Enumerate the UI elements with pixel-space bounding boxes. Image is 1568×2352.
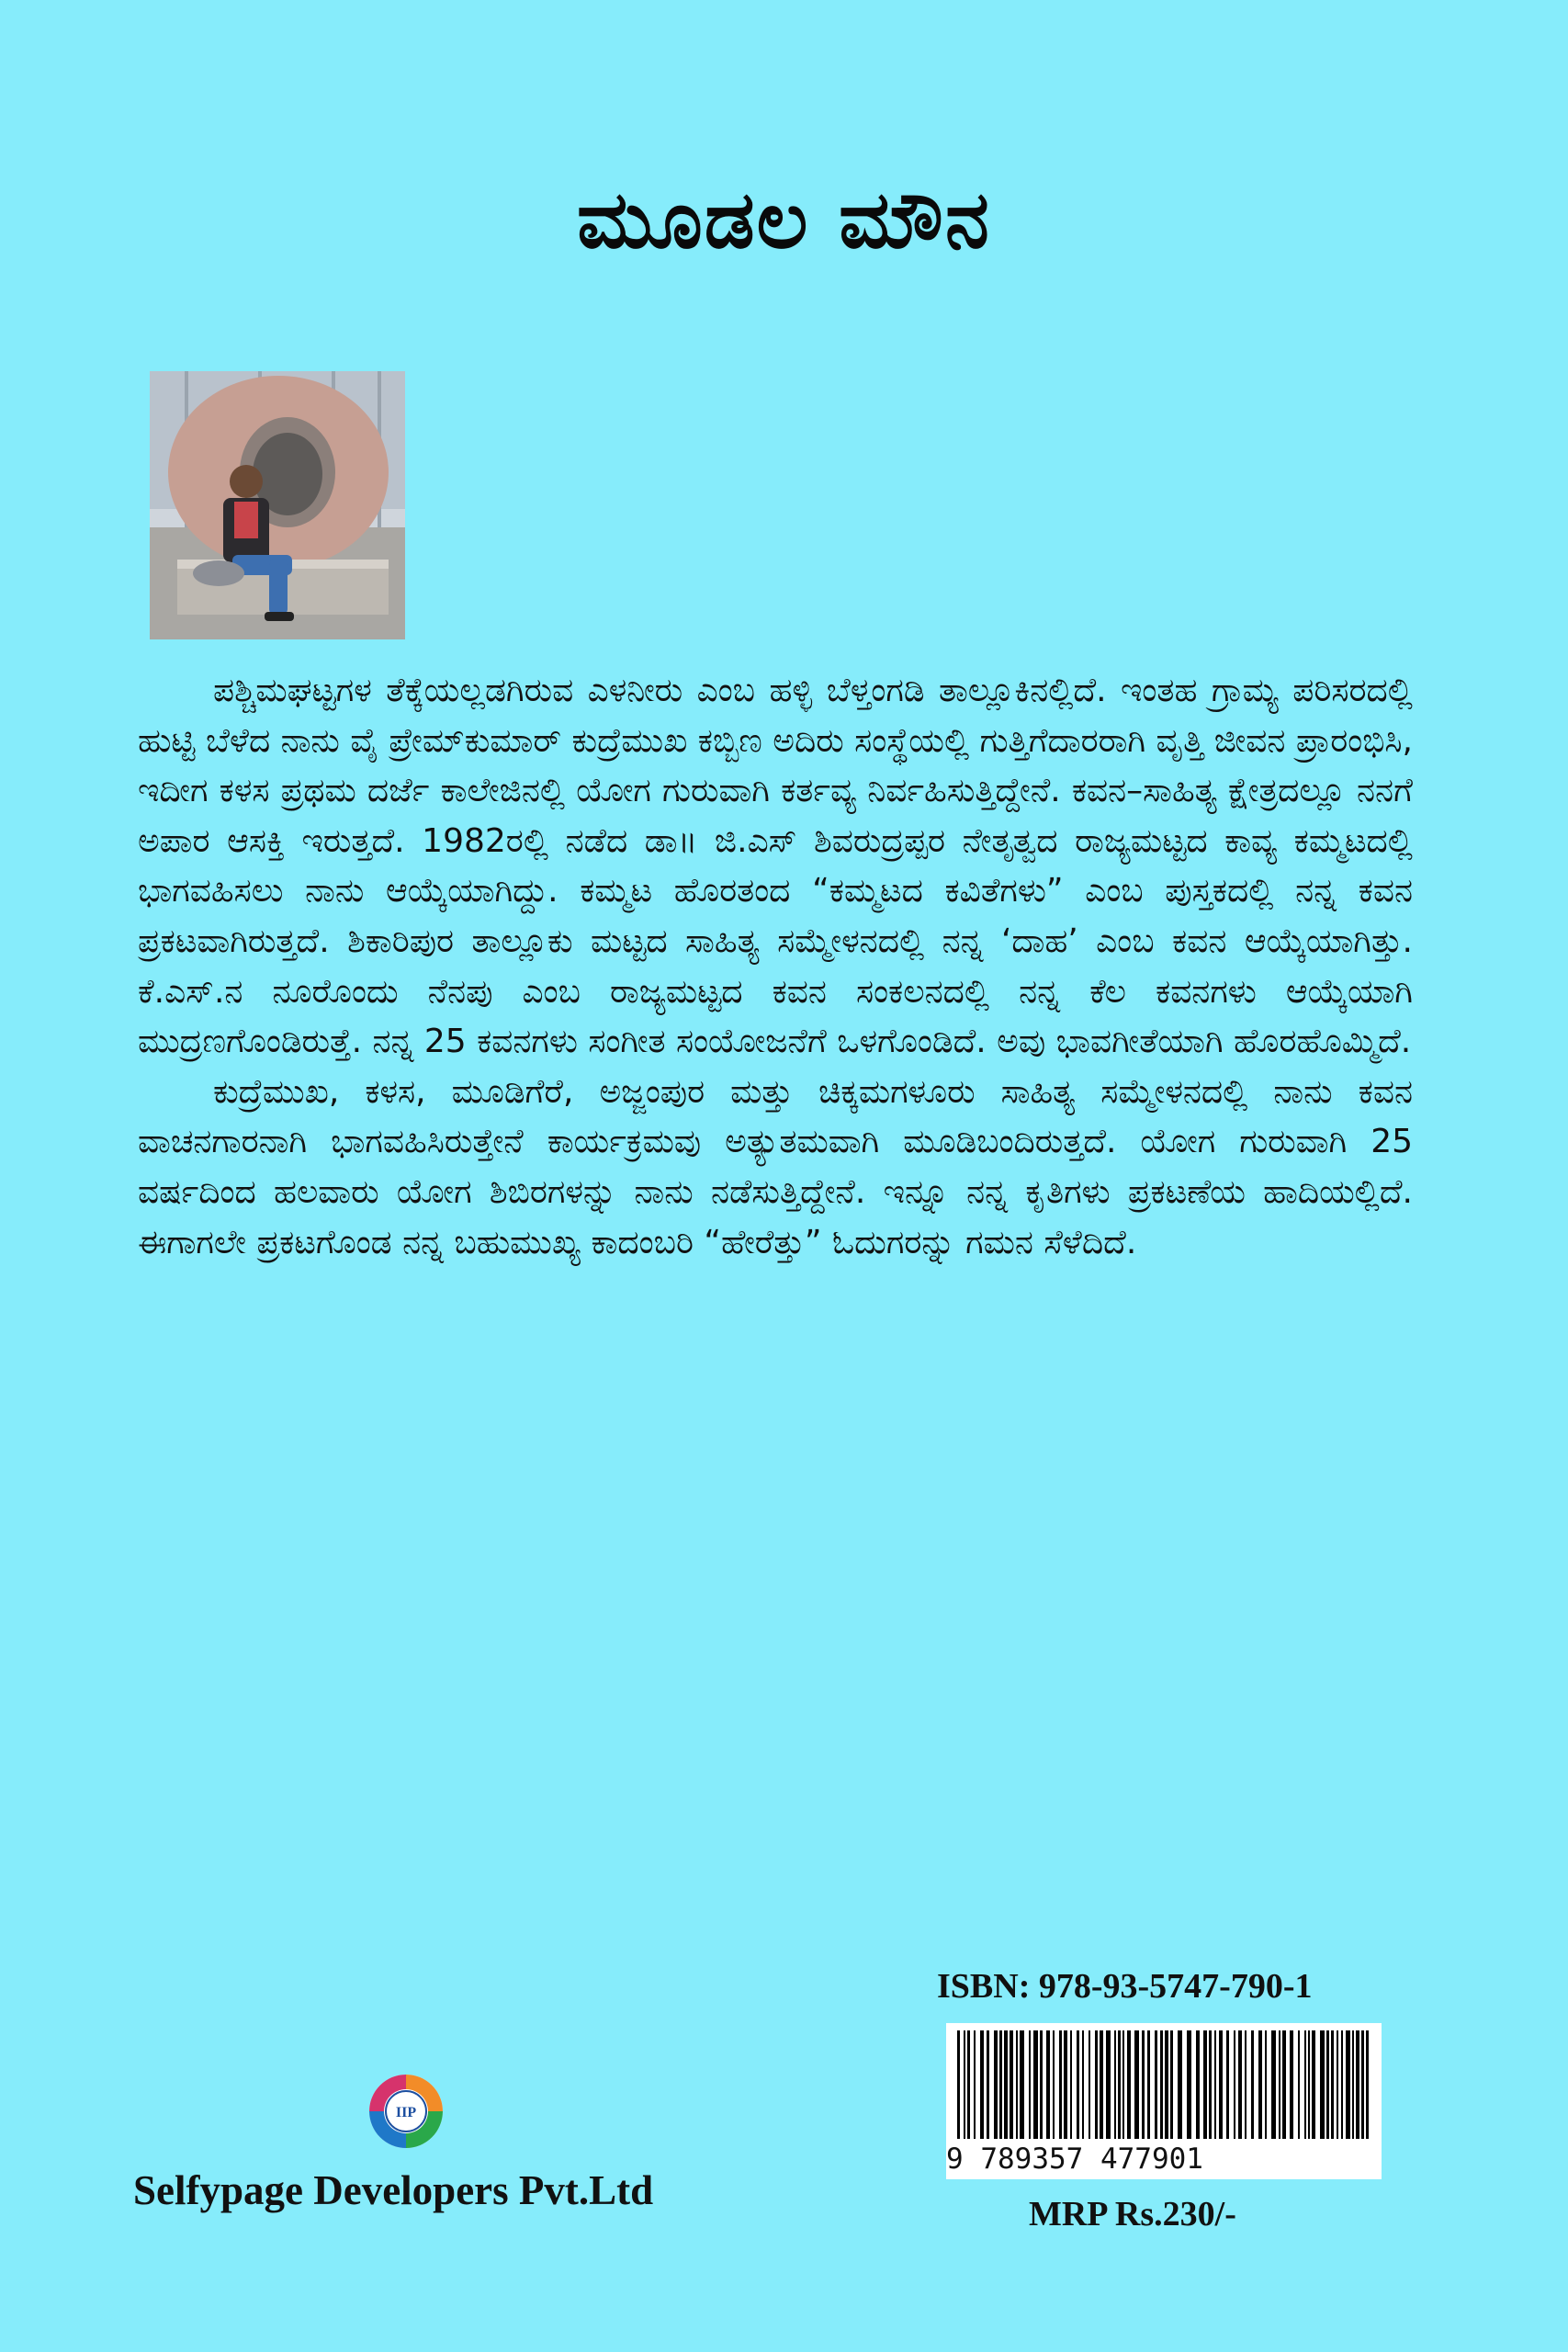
barcode-bar bbox=[1251, 2030, 1254, 2139]
barcode-bar bbox=[1352, 2030, 1354, 2139]
barcode-bar bbox=[1155, 2030, 1157, 2139]
publisher-name: Selfypage Developers Pvt.Ltd bbox=[133, 2167, 654, 2213]
bio-paragraph-2: ಕುದ್ರೆಮುಖ, ಕಳಸ, ಮೂಡಿಗೆರೆ, ಅಜ್ಜಂಪುರ ಮತ್ತು ಚಿಕ್ಕಮಗಳೂರು ಸಾಹಿತ್ಯ ಸಮ್ಮೇಳನದಲ್ಲಿ ನಾನು ಕವನ ವಾಚನಗಾರನಾಗಿ ಭಾಗವಹಿಸಿರುತ್ತೇನೆ ಕಾರ್ಯಕ್ರಮವು ಅತ್ಯುತಮವಾಗಿ ಮೂಡಿಬಂದಿರುತ್ತದೆ. ಯೋಗ ಗುರುವಾಗಿ 25 ವರ್ಷದಿಂದ ಹಲವಾರು ಯೋಗ ಶಿಬಿರಗಳನ್ನು ನಾನು ನಡೆಸುತ್ತಿದ್ದೇನೆ. ಇನ್ನೂ ನನ್ನ ಕೃತಿಗಳು ಪ್ರಕಟಣೆಯ ಹಾದಿಯಲ್ಲಿದೆ. ಈಗಾಗಲೇ ಪ್ರಕಟಗೊಂಡ ನನ್ನ ಬಹುಮುಖ್ಯ ಕಾದಂಬರಿ “ಹೇರೆತ್ತು” ಓದುಗರನ್ನು ಗಮನ ಸೆಳೆದಿದೆ. bbox=[138, 1072, 1413, 1261]
barcode-bar bbox=[1077, 2030, 1079, 2139]
barcode-bar bbox=[1070, 2030, 1072, 2139]
barcode-bar bbox=[1341, 2030, 1343, 2139]
barcode-bar bbox=[1064, 2030, 1067, 2139]
barcode-bar bbox=[1170, 2030, 1173, 2139]
barcode-bar bbox=[999, 2030, 1002, 2139]
barcode-bar bbox=[1178, 2030, 1182, 2139]
barcode-bar bbox=[1219, 2030, 1223, 2139]
barcode-bar bbox=[1040, 2030, 1043, 2139]
barcode-bar bbox=[1203, 2030, 1207, 2139]
barcode-bar bbox=[1118, 2030, 1121, 2139]
barcode-bar bbox=[1226, 2030, 1229, 2139]
barcode-bar bbox=[957, 2030, 960, 2139]
isbn-barcode bbox=[946, 2023, 1382, 2179]
barcode-bar bbox=[1346, 2030, 1350, 2139]
barcode-bar bbox=[1122, 2030, 1124, 2139]
barcode-bar bbox=[1095, 2030, 1098, 2139]
barcode-bar bbox=[1106, 2030, 1111, 2139]
barcode-bar bbox=[1326, 2030, 1329, 2139]
barcode-bar bbox=[1279, 2030, 1280, 2139]
barcode-bars-icon bbox=[946, 2023, 1382, 2143]
barcode-bar bbox=[1298, 2030, 1300, 2139]
barcode-bar bbox=[1165, 2030, 1168, 2139]
barcode-bar bbox=[1016, 2030, 1018, 2139]
isbn-label: ISBN: 978-93-5747-790-1 bbox=[937, 1967, 1313, 2006]
barcode-bar bbox=[1004, 2030, 1008, 2139]
barcode-bar bbox=[1010, 2030, 1013, 2139]
barcode-bar bbox=[1290, 2030, 1293, 2139]
barcode-bar bbox=[1114, 2030, 1116, 2139]
barcode-bar bbox=[1366, 2030, 1369, 2139]
barcode-bar bbox=[1320, 2030, 1325, 2139]
author-bio bbox=[138, 666, 1413, 1268]
barcode-bar bbox=[1282, 2030, 1286, 2139]
barcode-bar bbox=[1082, 2030, 1084, 2139]
barcode-bar bbox=[1196, 2030, 1200, 2139]
barcode-bar bbox=[1214, 2030, 1216, 2139]
barcode-bar bbox=[1238, 2030, 1242, 2139]
author-photo bbox=[150, 371, 405, 639]
price-label: MRP Rs.230/- bbox=[1029, 2195, 1236, 2233]
barcode-bar bbox=[1046, 2030, 1050, 2139]
barcode-digits: 9 789357 477901 bbox=[946, 2143, 1203, 2176]
barcode-bar bbox=[1234, 2030, 1235, 2139]
barcode-bar bbox=[980, 2030, 984, 2139]
book-title: ಮೂಡಲ ಮೌನ bbox=[577, 175, 991, 266]
barcode-bar bbox=[1029, 2030, 1031, 2139]
publisher-logo-text: IIP bbox=[395, 2105, 417, 2120]
barcode-bar bbox=[1312, 2030, 1315, 2139]
barcode-bar bbox=[1258, 2030, 1262, 2139]
barcode-bar bbox=[1209, 2030, 1212, 2139]
barcode-bar bbox=[1059, 2030, 1062, 2139]
barcode-bar bbox=[1271, 2030, 1276, 2139]
barcode-bar bbox=[1100, 2030, 1103, 2139]
barcode-bar bbox=[994, 2030, 998, 2139]
barcode-bar bbox=[967, 2030, 970, 2139]
barcode-bar bbox=[987, 2030, 989, 2139]
barcode-bar bbox=[1337, 2030, 1338, 2139]
bio-paragraph-1: ಪಶ್ಚಿಮಘಟ್ಟಗಳ ತೆಕ್ಕೆಯಲ್ಲಡಗಿರುವ ಎಳನೀರು ಎಂಬ ಹಳ್ಳಿ ಬೆಳ್ತಂಗಡಿ ತಾಲ್ಲೂಕಿನಲ್ಲಿದೆ. ಇಂತಹ ಗ್ರಾಮ್ಯ ಪರಿಸರದಲ್ಲಿ ಹುಟ್ಟಿ ಬೆಳೆದ ನಾನು ವೈ ಪ್ರೇಮ್‌ಕುಮಾರ್ ಕುದ್ರೆಮುಖ ಕಬ್ಬಿಣ ಅದಿರು ಸಂಸ್ಥೆಯಲ್ಲಿ ಗುತ್ತಿಗೆದಾರರಾಗಿ ವೃತ್ತಿ ಜೀವನ ಪ್ರಾರಂಭಿಸಿ, ಇದೀಗ ಕಳಸ ಪ್ರಥಮ ದರ್ಜೆ ಕಾಲೇಜಿನಲ್ಲಿ ಯೋಗ ಗುರುವಾಗಿ ಕರ್ತವ್ಯ ನಿರ್ವಹಿಸುತ್ತಿದ್ದೇನೆ. ಕವನ–ಸಾಹಿತ್ಯ ಕ್ಷೇತ್ರದಲ್ಲೂ ನನಗೆ ಅಪಾರ ಆಸಕ್ತಿ ಇರುತ್ತದೆ. 1982ರಲ್ಲಿ ನಡೆದ ಡಾ॥ ಜಿ.ಎಸ್ ಶಿವರುದ್ರಪ್ಪರ ನೇತೃತ್ವದ ರಾಜ್ಯಮಟ್ಟದ ಕಾವ್ಯ ಕಮ್ಮಟದಲ್ಲಿ ಭಾಗವಹಿಸಲು ನಾನು ಆಯ್ಕೆಯಾಗಿದ್ದು. ಕಮ್ಮಟ ಹೊರತಂದ “ಕಮ್ಮಟದ ಕವಿತೆಗಳು” ಎಂಬ ಪುಸ್ತಕದಲ್ಲಿ ನನ್ನ ಕವನ ಪ್ರಕಟವಾಗಿರುತ್ತದೆ. ಶಿಕಾರಿಪುರ ತಾಲ್ಲೂಕು ಮಟ್ಟದ ಸಾಹಿತ್ಯ ಸಮ್ಮೇಳನದಲ್ಲಿ ನನ್ನ ‘ದಾಹ’ ಎಂಬ ಕವನ ಆಯ್ಕೆಯಾಗಿತ್ತು. ಕೆ.ಎಸ್.ನ ನೂರೊಂದು ನೆನಪು ಎಂಬ ರಾಜ್ಯಮಟ್ಟದ ಕವನ ಸಂಕಲನದಲ್ಲಿ ನನ್ನ ಕೆಲ ಕವನಗಳು ಆಯ್ಕೆಯಾಗಿ ಮುದ್ರಣಗೊಂಡಿರುತ್ತೆ. ನನ್ನ 25 ಕವನಗಳು ಸಂಗೀತ ಸಂಯೋಜನೆಗೆ ಒಳಗೊಂಡಿದೆ. ಅವು ಭಾವಗೀತೆಯಾಗಿ ಹೊರಹೊಮ್ಮಿದೆ. bbox=[138, 672, 1413, 1061]
barcode-bar bbox=[1134, 2030, 1139, 2139]
barcode-bar bbox=[1147, 2030, 1150, 2139]
publisher-logo-icon bbox=[366, 2071, 446, 2152]
barcode-bar bbox=[1361, 2030, 1364, 2139]
barcode-bar bbox=[1033, 2030, 1038, 2139]
barcode-bar bbox=[1265, 2030, 1267, 2139]
barcode-bar bbox=[1308, 2030, 1310, 2139]
barcode-bar bbox=[974, 2030, 976, 2139]
barcode-bar bbox=[1053, 2030, 1055, 2139]
barcode-bar bbox=[964, 2030, 965, 2139]
barcode-bar bbox=[1142, 2030, 1145, 2139]
barcode-bar bbox=[1331, 2030, 1334, 2139]
barcode-bar bbox=[1089, 2030, 1090, 2139]
barcode-bar bbox=[1187, 2030, 1191, 2139]
barcode-bar bbox=[1127, 2030, 1131, 2139]
barcode-bar bbox=[1356, 2030, 1359, 2139]
barcode-bar bbox=[1020, 2030, 1024, 2139]
barcode-bar bbox=[1160, 2030, 1163, 2139]
barcode-bar bbox=[1245, 2030, 1247, 2139]
barcode-bar bbox=[1304, 2030, 1306, 2139]
